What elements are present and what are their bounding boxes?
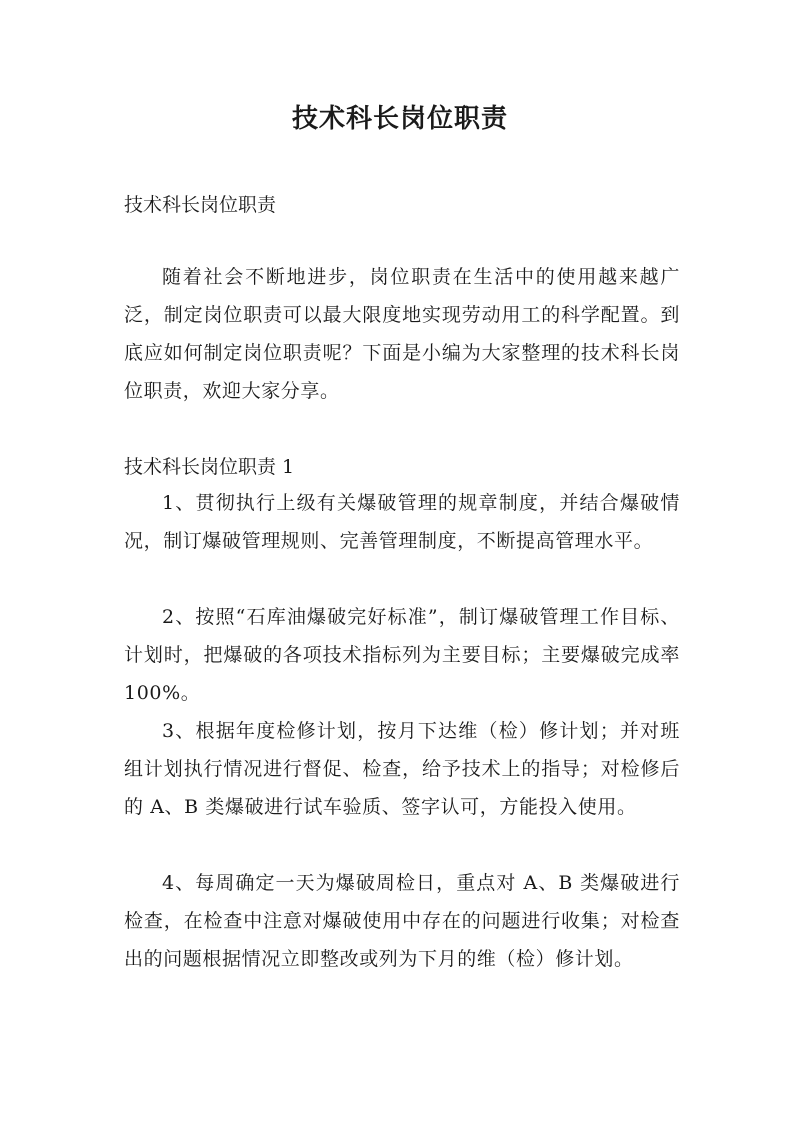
document-subtitle: 技术科长岗位职责 [124, 194, 277, 216]
document-title: 技术科长岗位职责 [291, 104, 508, 134]
duty-item-1: 1、贯彻执行上级有关爆破管理的规章制度，并结合爆破情况，制订爆破管理规则、完善管理制度，不断提高管理水平。 [124, 492, 680, 552]
duty-item-3: 3、根据年度检修计划，按月下达维（检）修计划；并对班组计划执行情况进行督促、检查，给予技术上的指导；对检修后的 A、B 类爆破进行试车验质、签字认可，方能投入使用。 [124, 720, 680, 818]
duty-item-2: 2、按照“石库油爆破完好标准”，制订爆破管理工作目标、计划时，把爆破的各项技术指标列为主要目标；主要爆破完成率 100%。 [124, 606, 680, 704]
duty-item-4: 4、每周确定一天为爆破周检日，重点对 A、B 类爆破进行检查，在检查中注意对爆破使用中存在的问题进行收集；对检查出的问题根据情况立即整改或列为下月的维（检）修计划。 [124, 872, 680, 970]
intro-paragraph: 随着社会不断地进步，岗位职责在生活中的使用越来越广泛，制定岗位职责可以最大限度地实现劳动用工的科学配置。到底应如何制定岗位职责呢？下面是小编为大家整理的技术科长岗位职责，欢迎大家分享。 [124, 266, 680, 402]
section-heading: 技术科长岗位职责 1 [124, 456, 295, 478]
